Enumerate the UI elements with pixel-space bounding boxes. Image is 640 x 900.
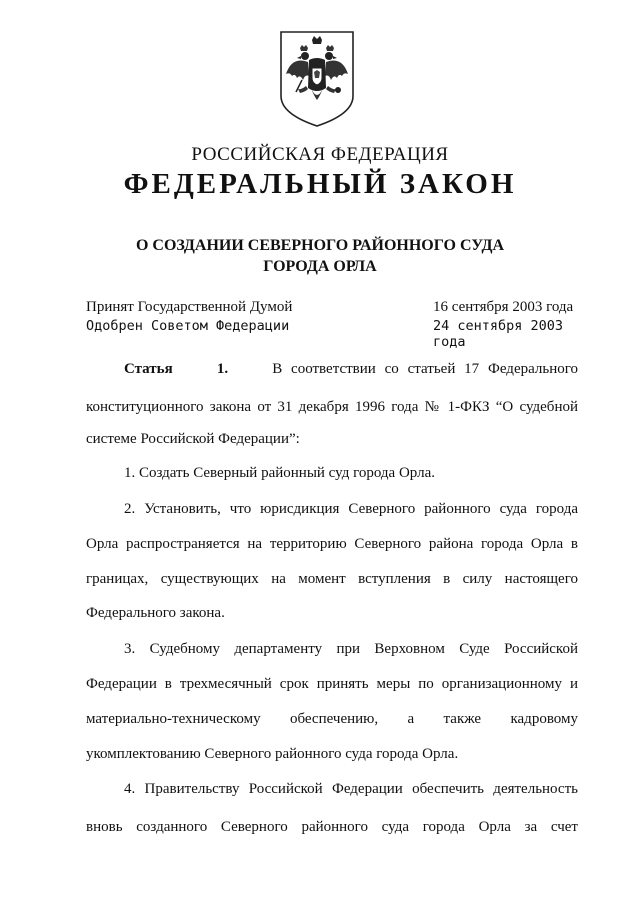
law-title-line: О СОЗДАНИИ СЕВЕРНОГО РАЙОННОГО СУДА xyxy=(135,237,505,254)
item-2-line: границах, существующих на момент вступления в силу настоящего xyxy=(86,571,578,587)
adoption-duma-row xyxy=(86,299,598,319)
article-text: В соответствии со статьей 17 Федерального xyxy=(272,361,579,377)
council-approval-date: 24 сентября 2003 года xyxy=(433,318,564,350)
double-headed-eagle-emblem-icon xyxy=(278,30,356,128)
law-title xyxy=(0,235,640,277)
law-title-line: ГОРОДА ОРЛА xyxy=(263,258,377,275)
item-4-line: 4. Правительству Российской Федерации обеспечить деятельность xyxy=(124,781,578,797)
article-heading-line xyxy=(86,359,578,379)
article-text-line: конституционного закона от 31 декабря 1996 года № 1-ФКЗ “О судебной xyxy=(86,399,578,415)
council-approval-label: Одобрен Советом Федерации xyxy=(86,318,290,334)
duma-adoption-date: 16 сентября 2003 года xyxy=(433,299,574,315)
article-label: Статья xyxy=(124,361,173,377)
law-type-heading: ФЕДЕРАЛЬНЫЙ ЗАКОН xyxy=(123,168,517,200)
state-name-heading: РОССИЙСКАЯ ФЕДЕРАЦИЯ xyxy=(191,144,449,165)
adoption-council-row xyxy=(86,318,598,350)
item-1-line: 1. Создать Северный районный суд города Орла. xyxy=(124,465,435,481)
item-3-line: Федерации в трехмесячный срок принять меры по организационному и xyxy=(86,676,578,692)
item-3-line: 3. Судебному департаменту при Верховном Суде Российской xyxy=(124,641,578,657)
item-4-line: вновь созданного Северного районного суда города Орла за счет xyxy=(86,819,578,835)
article-number: 1. xyxy=(216,361,229,377)
duma-adoption-label: Принят Государственной Думой xyxy=(86,299,293,315)
item-2-line: 2. Установить, что юрисдикция Северного районного суда города xyxy=(124,501,578,517)
item-2-line: Федерального закона. xyxy=(86,605,225,621)
item-2-line: Орла распространяется на территорию Северного района города Орла в xyxy=(86,536,578,552)
item-3-line: укомплектованию Северного районного суда города Орла. xyxy=(86,746,459,762)
article-text-line: системе Российской Федерации”: xyxy=(86,431,300,447)
item-3-line: материально-техническому обеспечению, а также кадровому xyxy=(86,711,578,727)
